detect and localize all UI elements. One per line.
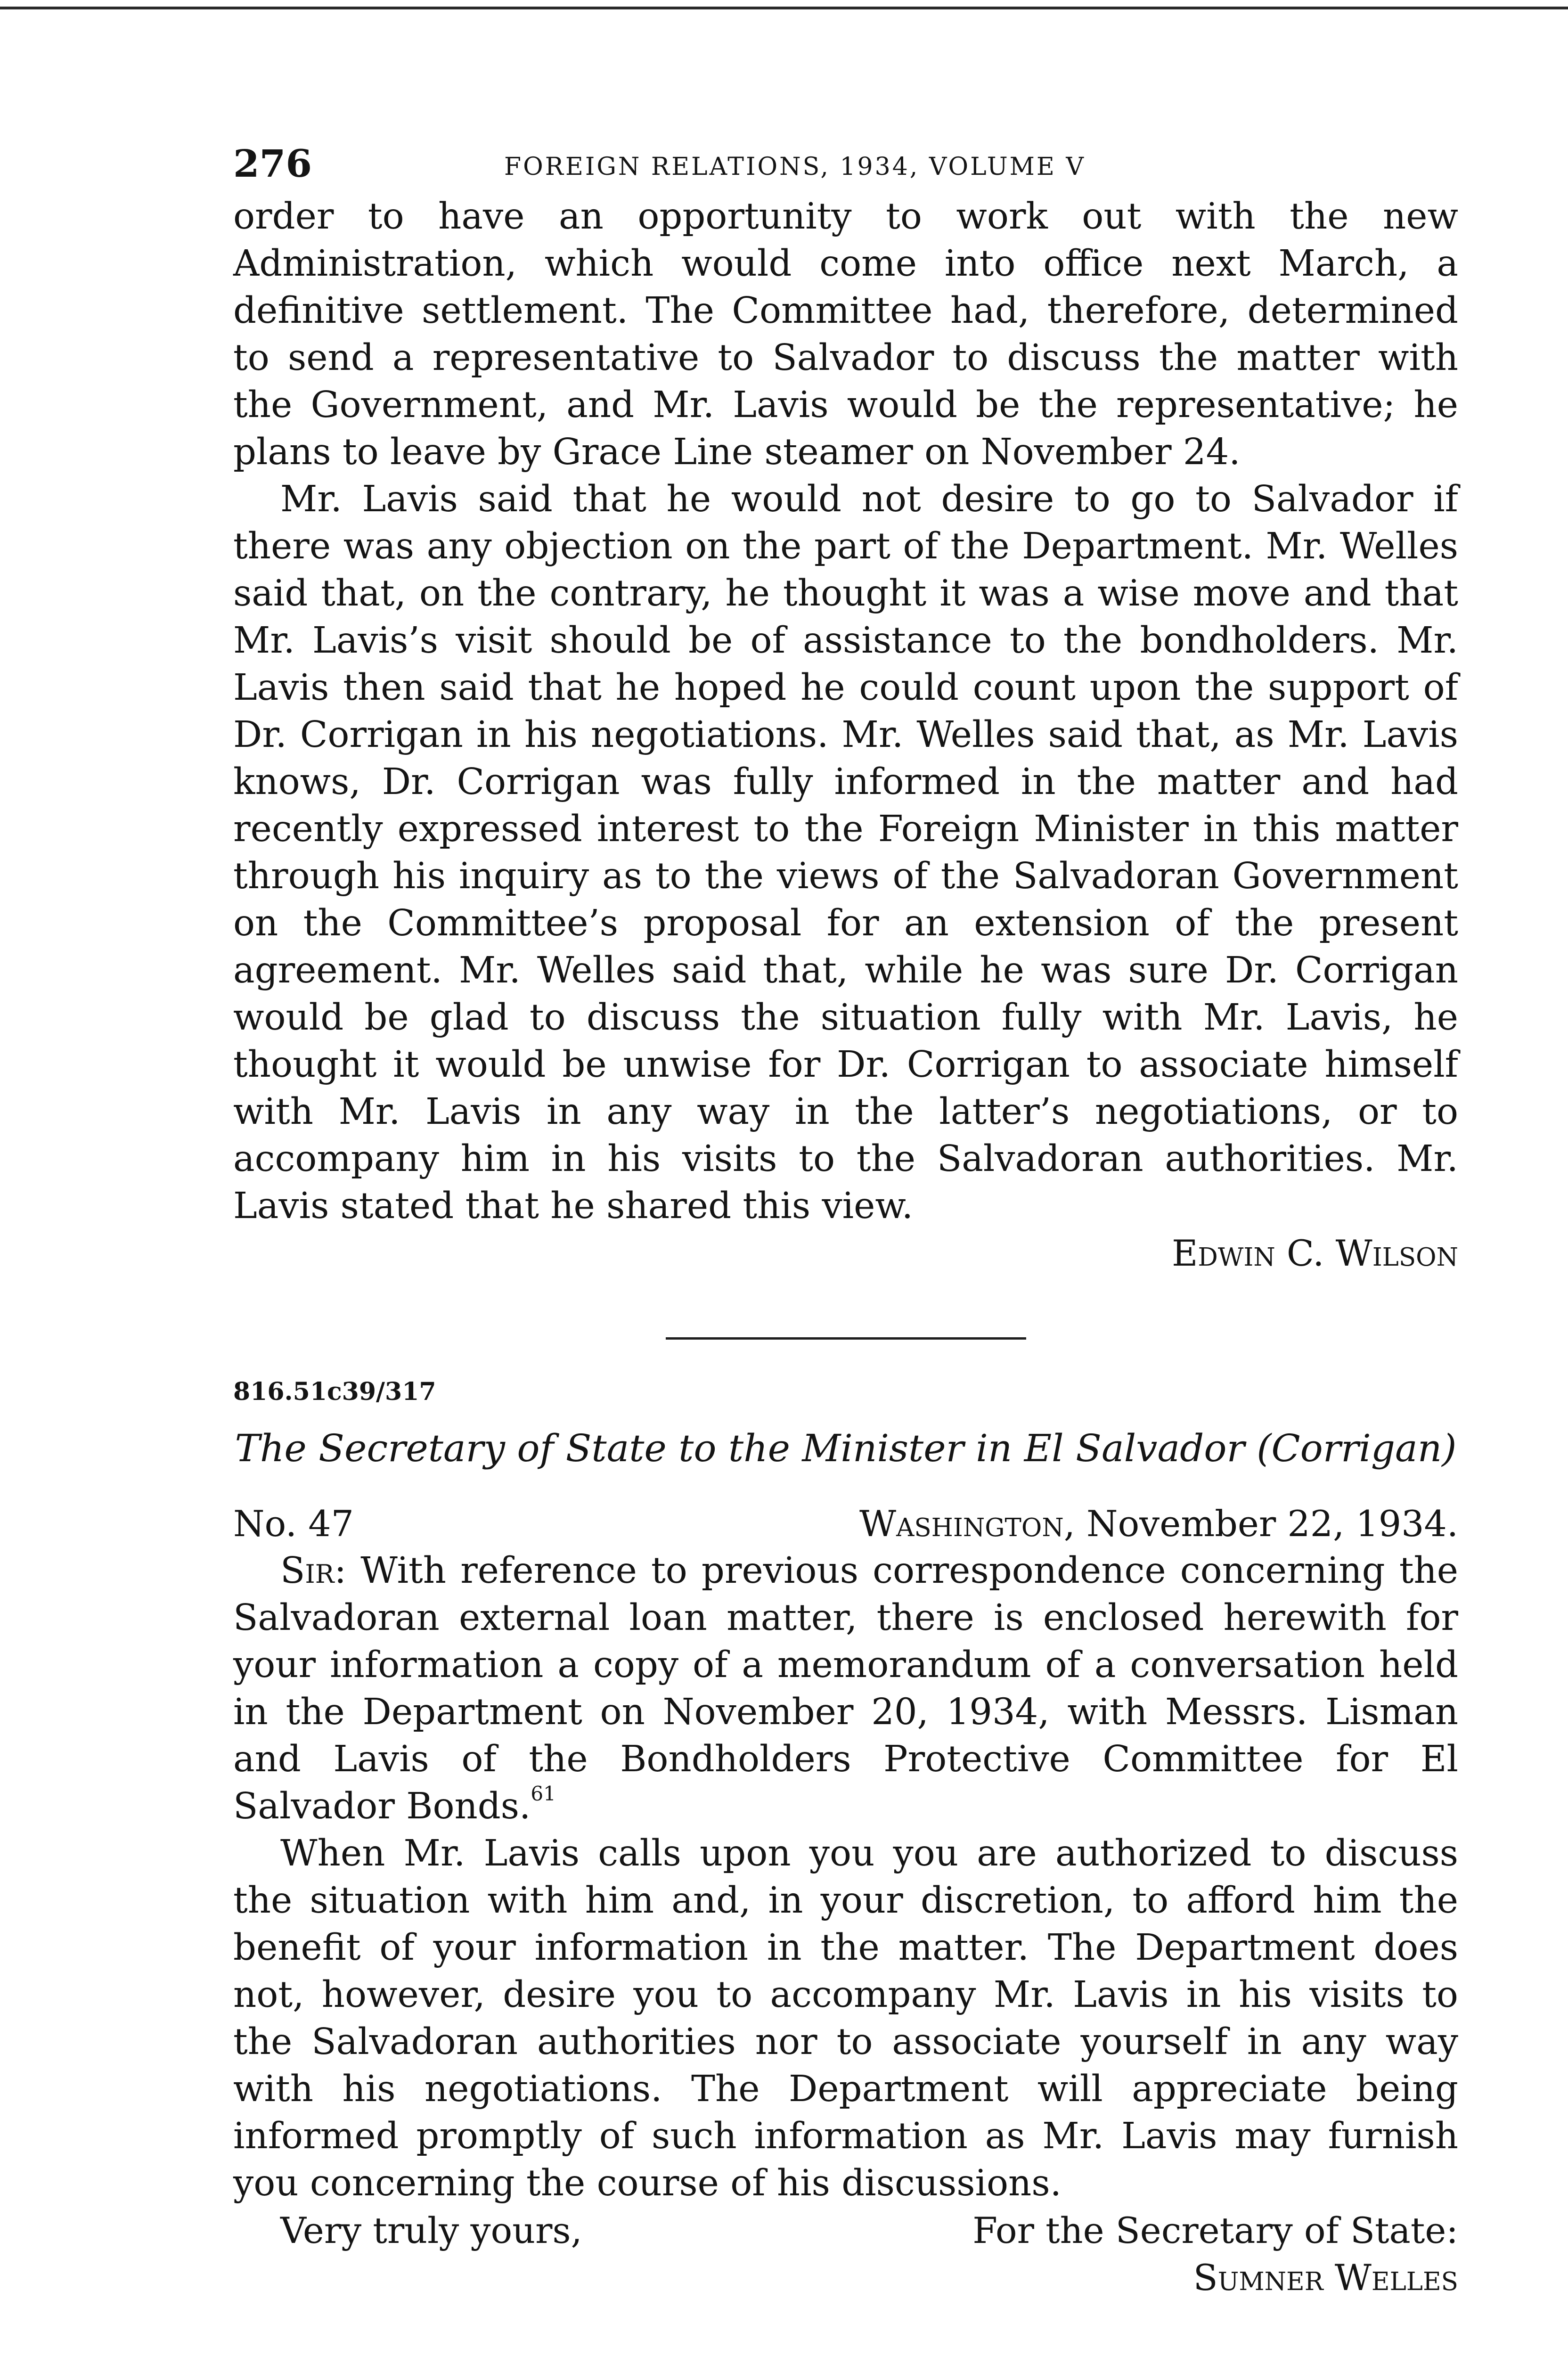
date: , November 22, 1934. <box>1063 1503 1458 1545</box>
page <box>233 141 1458 2356</box>
letter-paragraph: When Mr. Lavis calls upon you you are authorized to discuss the situation with him and, in your discretion, to afford him the benefit of your information in the matter. The Department does not, however, desire you to accompany Mr. Lavis in his visits to the Salvadoran authorities nor to associate yourself in any way with his negotiations. The Department will appreciate being informed promptly of such information as Mr. Lavis may furnish you concerning the course of his discussions. <box>233 1832 1458 2204</box>
document-heading: The Secretary of State to the Minister in El Salvador (Corrigan) <box>235 1426 1457 1470</box>
complimentary-close: Very truly yours, <box>280 2209 582 2251</box>
place: Washington <box>859 1503 1064 1545</box>
running-header <box>233 141 1458 193</box>
top-border-line <box>0 7 1568 9</box>
letter-signature: Sumner Welles <box>1193 2257 1458 2299</box>
closing-row <box>233 2207 1458 2254</box>
section-divider <box>666 1337 1026 1340</box>
letter-paragraph <box>233 1547 1458 1830</box>
memo-paragraph: Mr. Lavis said that he would not desire to go to Salvador if there was any objection on the part of the Department. Mr. Welles said that, on the contrary, he thought it was a wise move and that Mr. Lavis’s visit should be of assistance to the bondholders. Mr. Lavis then said that he hoped he could count upon the support of Dr. Corrigan in his negotiations. Mr. Welles said that, as Mr. Lavis knows, Dr. Corrigan was fully informed in the matter and had recently expressed interest to the Foreign Minister in this matter through his inquiry as to the views of the Salvadoran Government on the Committee’s proposal for an extension of the present agreement. Mr. Welles said that, while he was sure Dr. Corrigan would be glad to discuss the situation fully with Mr. Lavis, he thought it would be unwise for Dr. Corrigan to associate himself with Mr. Lavis in any way in the latter’s negotiations, or to accompany him in his visits to the Salvadoran authorities. Mr. Lavis stated that he shared this view. <box>233 478 1458 1227</box>
running-title: FOREIGN RELATIONS, 1934, VOLUME V <box>504 153 1086 181</box>
memo-signature: Edwin C. Wilson <box>1171 1232 1458 1274</box>
document-number: No. 47 <box>233 1503 354 1545</box>
footnote-reference: 61 <box>531 1782 556 1806</box>
file-number: 816.51c39/317 <box>233 1377 436 1406</box>
memo-paragraph-continued: order to have an opportunity to work out with the new Administration, which would come into office next March, a definitive settlement. The Committee had, therefore, determined to send a representative to Salvador to discuss the matter with the Government, and Mr. Lavis would be the representative; he plans to leave by Grace Line steamer on November 24. <box>233 196 1458 473</box>
page-number: 276 <box>233 141 312 186</box>
dateline <box>233 1500 1458 1547</box>
letter-paragraph-text: : With reference to previous correspondence concerning the Salvadoran external loan matter, there is enclosed herewith for your information a copy of a memorandum of a conversation held in the Department on November 20, 1934, with Messrs. Lisman and Lavis of the Bondholders Protective Committee for El Salvador Bonds. <box>233 1550 1458 1827</box>
salutation: Sir <box>280 1550 335 1592</box>
place-date <box>859 1500 1458 1547</box>
signature-authority: For the Secretary of State: <box>972 2209 1458 2251</box>
